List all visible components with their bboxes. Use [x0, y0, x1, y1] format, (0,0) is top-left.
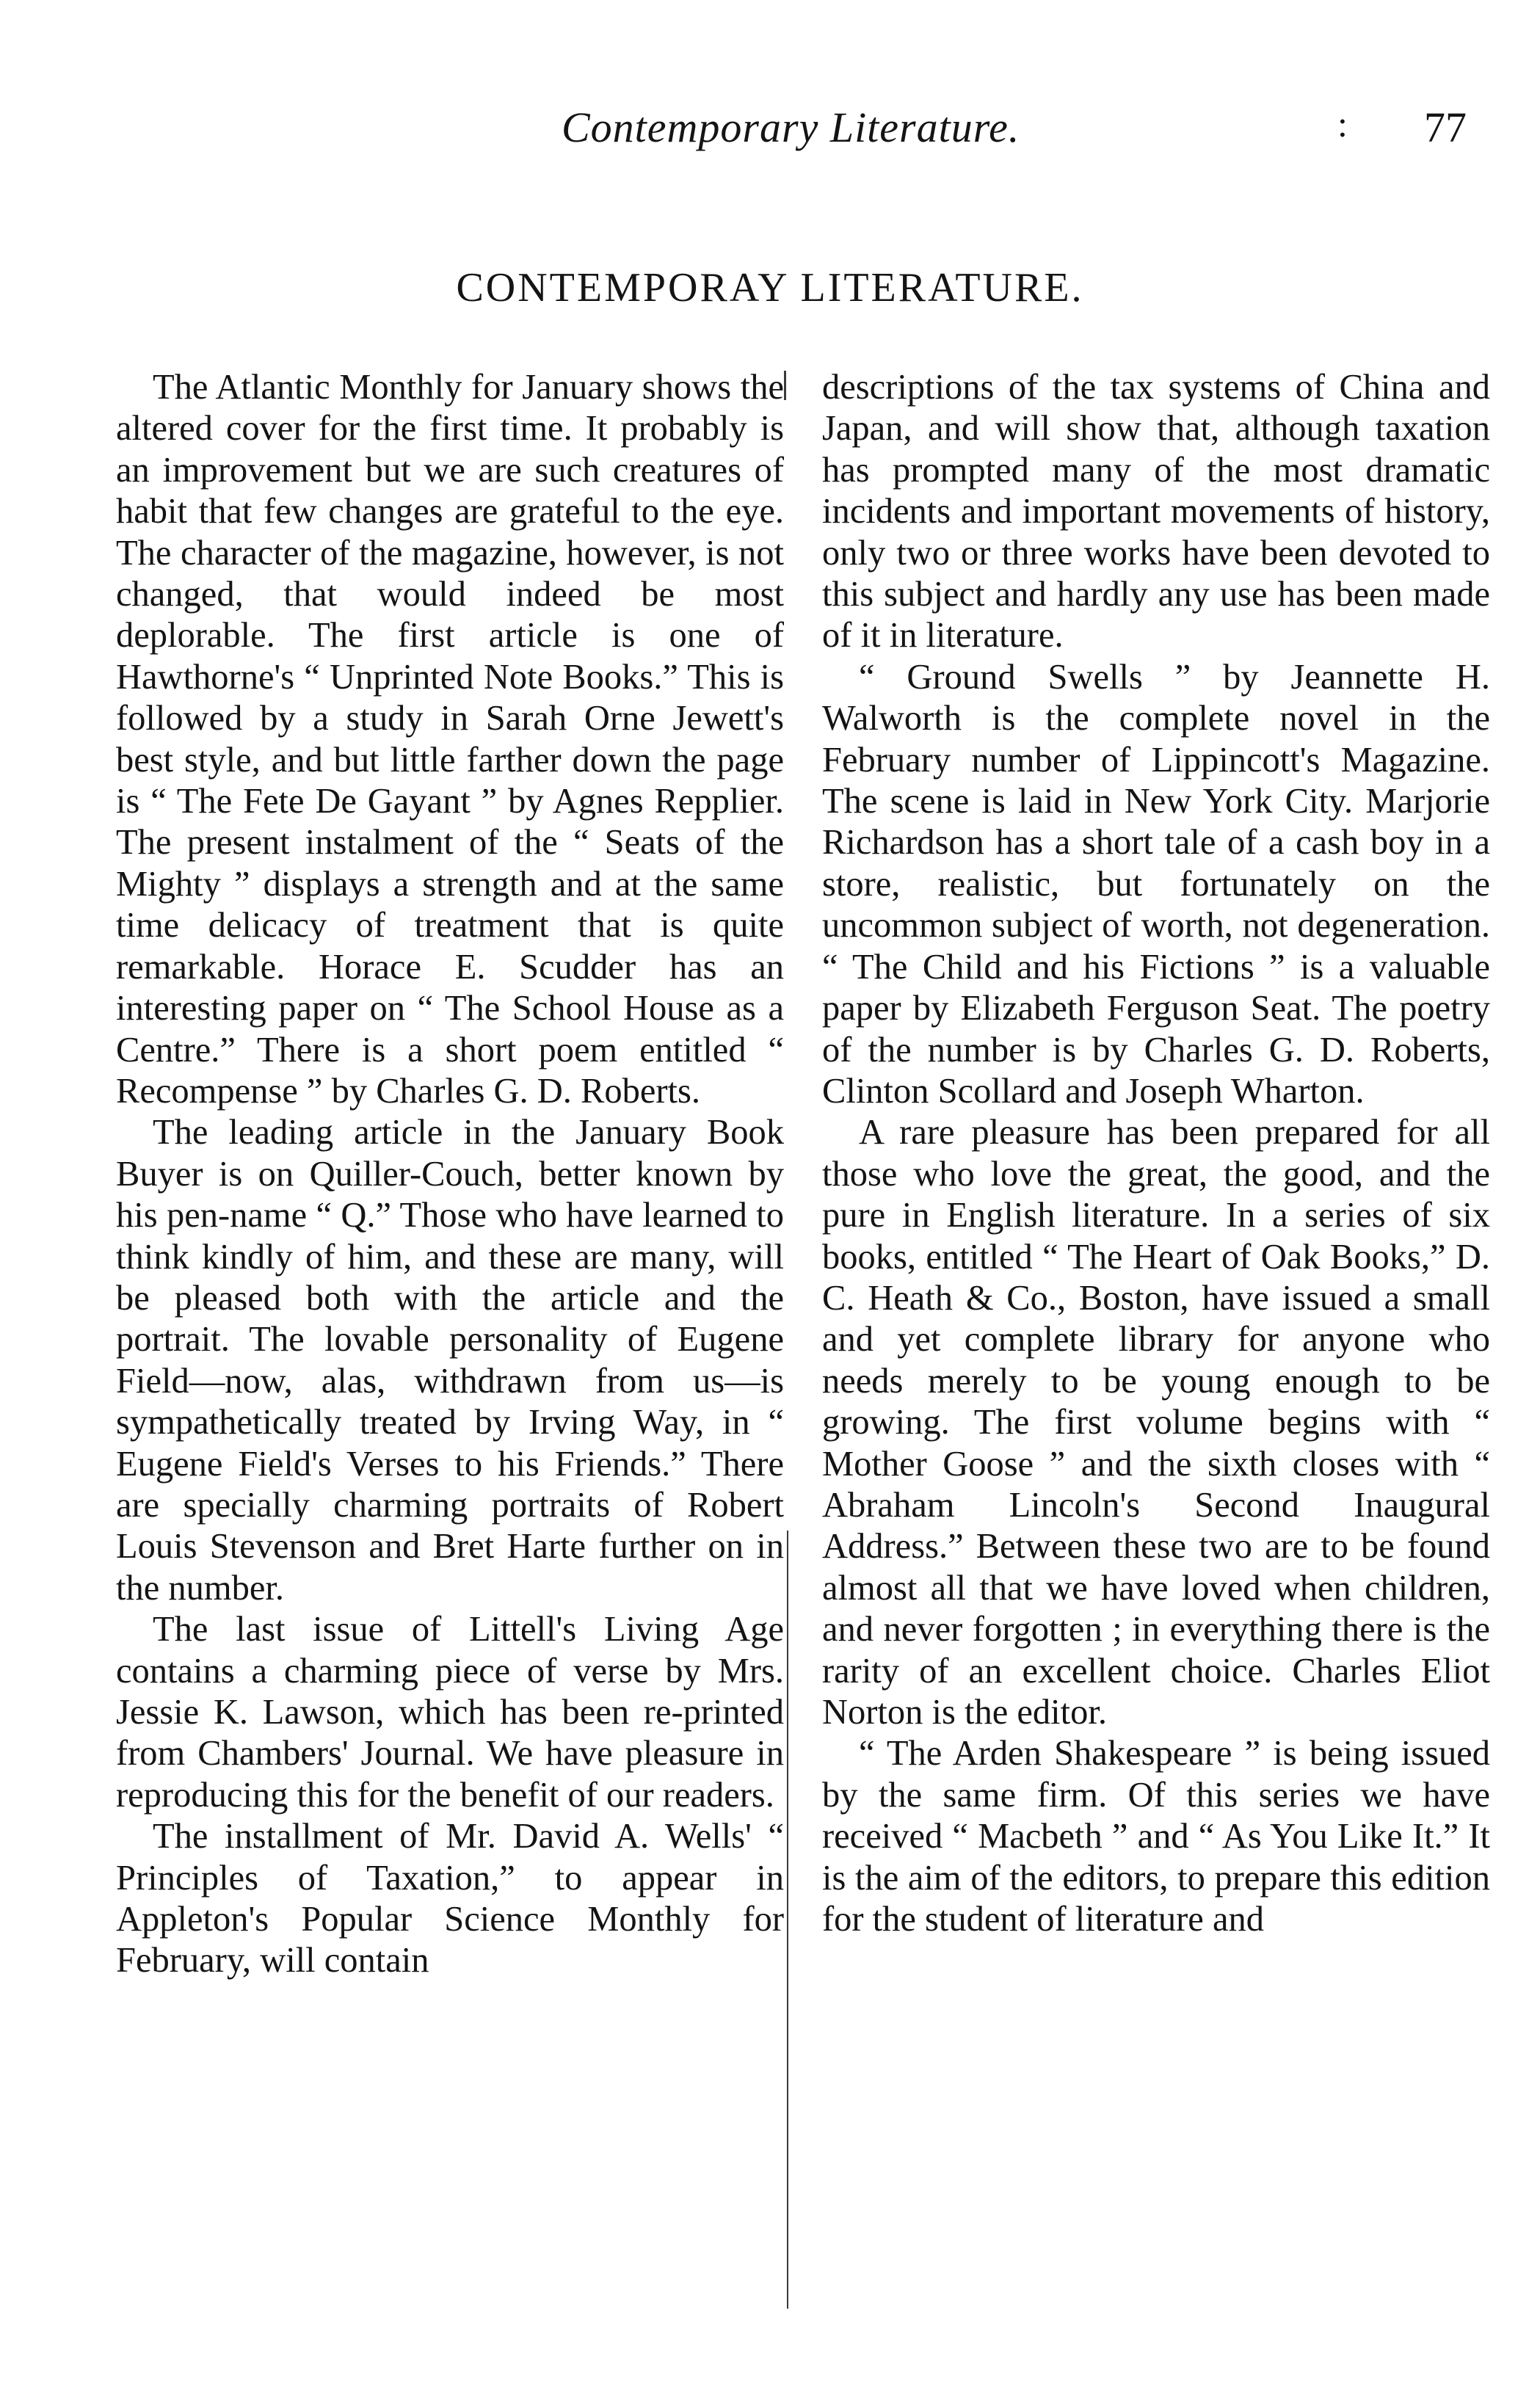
right-column: [822, 367, 1490, 1940]
running-title: Contemporary Literature.: [562, 104, 1020, 151]
paragraph-ground-swells: “ Ground Swells ” by Jeannette H. Walworth is the complete novel in the February number of Lippincott's Magazine. The scene is laid in New York City. Marjorie Richardson has a short tale of a cash boy in a store, realistic, but fortunately on the uncommon subject of worth, not degeneration. “ The Child and his Fictions ” is a valuable paper by Elizabeth Ferguson Seat. The poetry of the number is by Charles G. D. Roberts, Clinton Scollard and Joseph Wharton.: [822, 657, 1490, 1111]
column-rule: [787, 1531, 788, 2309]
column-rule-tick: [784, 371, 786, 400]
article-heading: CONTEMPORAY LITERATURE.: [456, 265, 1084, 311]
paragraph-living-age: The last issue of Littell's Living Age contains a charming piece of verse by Mrs. Jessie K. Lawson, which has been re-printed from Chambers' Journal. We have pleasure in reproducing this for the benefit of our readers.: [116, 1610, 784, 1815]
header-marks: :: [1337, 104, 1348, 145]
paragraph-atlantic-monthly: The Atlantic Monthly for January shows the altered cover for the first time. It probably is an improvement but we are such creatures of habit that few changes are grateful to the eye. The character of the magazine, however, is not changed, that would indeed be most deplorable. The first article is one of Hawthorne's “ Unprinted Note Books.” This is followed by a study in Sarah Orne Jewett's best style, and but little farther down the page is “ The Fete De Gayant ” by Agnes Repplier. The present instalment of the “ Seats of the Mighty ” displays a strength and at the same time delicacy of treatment that is quite remarkable. Horace E. Scudder has an interesting paper on “ The School House as a Centre.” There is a short poem entitled “ Recompense ” by Charles G. D. Roberts.: [116, 368, 784, 1111]
paragraph-principles-of-taxation: The installment of Mr. David A. Wells' “ Principles of Taxation,” to appear in Appleton's Popular Science Monthly for February, will contain: [116, 1817, 784, 1981]
paragraph-heart-of-oak-books: A rare pleasure has been prepared for all those who love the great, the good, and the pure in English literature. In a series of six books, entitled “ The Heart of Oak Books,” D. C. Heath & Co., Boston, have issued a small and yet complete library for anyone who needs merely to be young enough to be growing. The first volume begins with “ Mother Goose ” and the sixth closes with “ Abraham Lincoln's Second Inaugural Address.” Between these two are to be found almost all that we have loved when children, and never forgotten ; in everything there is the rarity of an excellent choice. Charles Eliot Norton is the editor.: [822, 1113, 1490, 1732]
page-header: [0, 103, 1540, 161]
left-column: [116, 367, 784, 1982]
paragraph-taxation-continued: descriptions of the tax systems of China and Japan, and will show that, although taxation has prompted many of the most dramatic incidents and important movements of history, only two or three works have been devoted to this subject and hardly any use has been made of it in literature.: [822, 368, 1490, 656]
paragraph-arden-shakespeare: “ The Arden Shakespeare ” is being issued by the same firm. Of this series we have received “ Macbeth ” and “ As You Like It.” It is the aim of the editors, to prepare this edition for the student of literature and: [822, 1734, 1490, 1939]
paragraph-book-buyer: The leading article in the January Book Buyer is on Quiller-Couch, better known by his pen-name “ Q.” Those who have learned to think kindly of him, and these are many, will be pleased both with the article and the portrait. The lovable personality of Eugene Field—now, alas, withdrawn from us—is sympathetically treated by Irving Way, in “ Eugene Field's Verses to his Friends.” There are specially charming portraits of Robert Louis Stevenson and Bret Harte further on in the number.: [116, 1113, 784, 1608]
page-number: 77: [1424, 104, 1467, 151]
